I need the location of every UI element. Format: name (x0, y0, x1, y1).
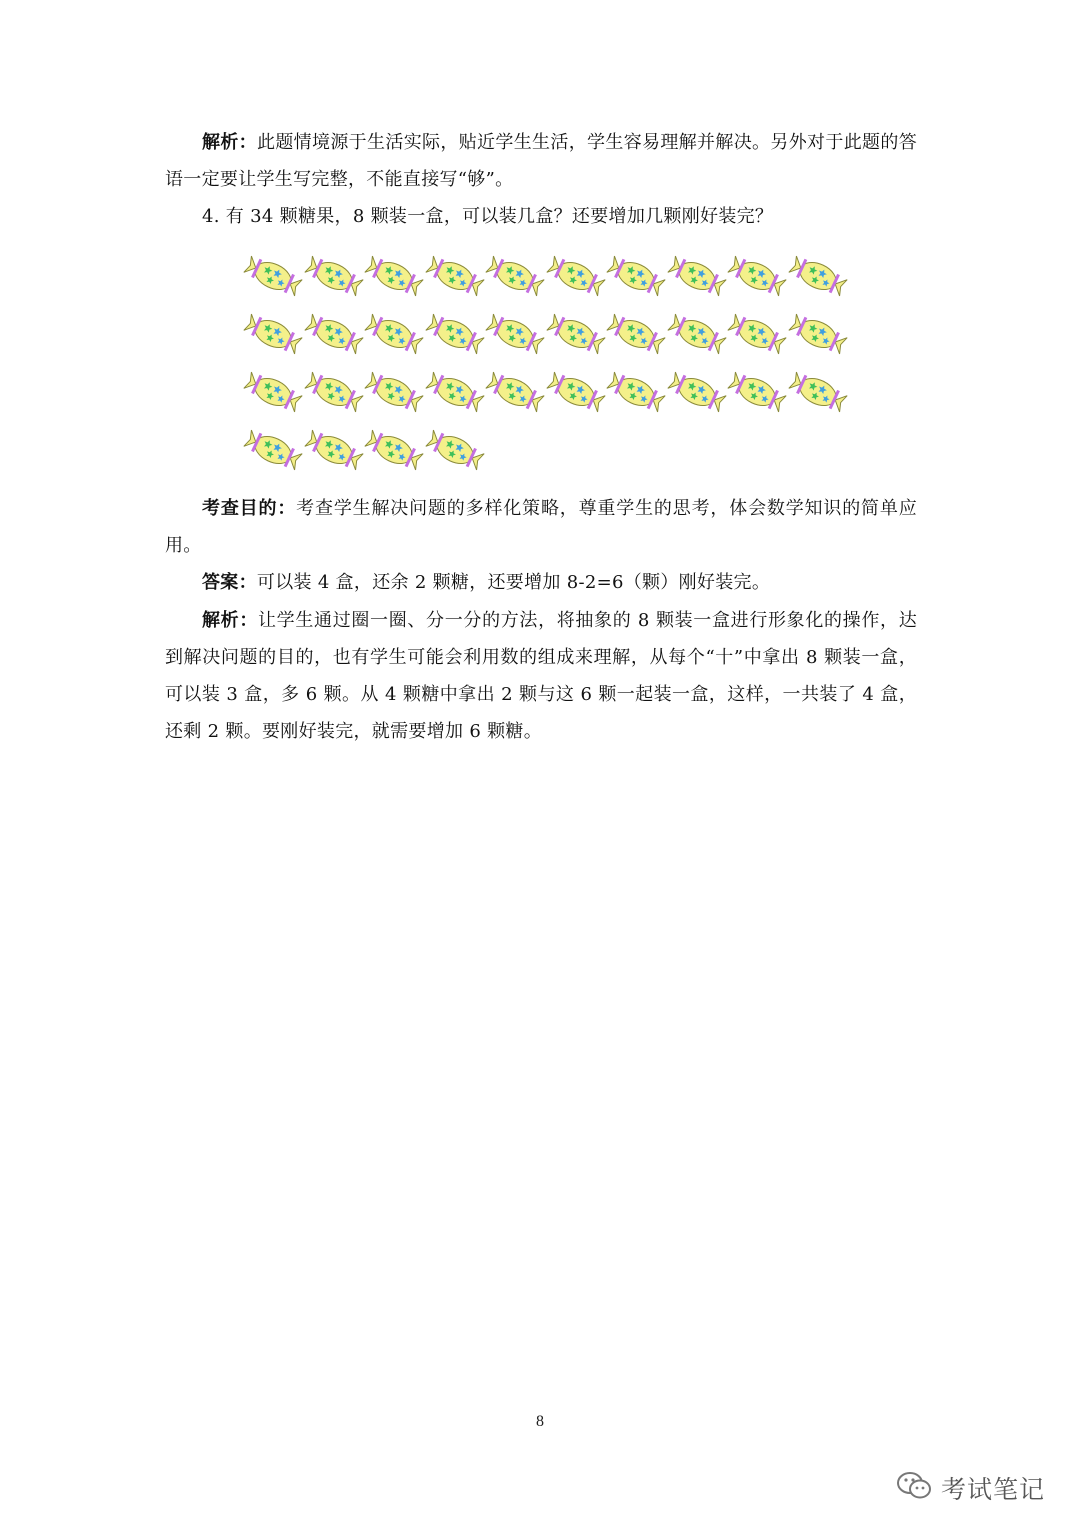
candy-icon (425, 310, 485, 358)
candy-icon (546, 310, 606, 358)
answer-paragraph (165, 564, 917, 601)
candy-icon (425, 368, 485, 416)
candy-icon (606, 310, 666, 358)
watermark-text: 考试笔记 (941, 1475, 1046, 1504)
candy-icon (243, 368, 303, 416)
candy-icon (425, 252, 485, 300)
candy-icon (727, 368, 787, 416)
candy-icon (304, 426, 364, 474)
analysis-paragraph-2 (165, 602, 917, 750)
candy-icon (425, 426, 485, 474)
answer-label: 答案： (202, 572, 257, 593)
answer-text: 可以装 4 盒，还余 2 颗糖，还要增加 8-2=6（颗）刚好装完。 (256, 572, 771, 593)
page-number: 8 (536, 1413, 544, 1430)
analysis-label-2: 解析： (202, 610, 259, 631)
candy-icon (364, 368, 424, 416)
candy-icon (667, 310, 727, 358)
candy-icon (667, 368, 727, 416)
candy-icon (788, 368, 848, 416)
candy-icon (304, 368, 364, 416)
purpose-paragraph (165, 490, 917, 564)
candy-icon (606, 368, 666, 416)
analysis-text-2: 让学生通过圈一圈、分一分的方法，将抽象的 8 颗装一盒进行形象化的操作，达到解决问题的目的，也有学生可能会利用数的组成来理解，从每个“十”中拿出 8 颗装一盒，可以装 3 盒，多 6 颗。从 4 颗糖中拿出 2 颗与这 6 颗一起装一盒，这样，一共装了 4 盒，还剩 2 颗。要刚好装完，就需要增加 6 颗糖。 (165, 610, 917, 742)
candy-illustration (243, 252, 863, 482)
question-4: 4. 有 34 颗糖果，8 颗装一盒，可以装几盒？还要增加几颗刚好装完？ (202, 206, 774, 227)
candy-icon (788, 310, 848, 358)
candy-icon (727, 310, 787, 358)
candy-icon (727, 252, 787, 300)
candy-icon (364, 426, 424, 474)
candy-icon (606, 252, 666, 300)
candy-icon (667, 252, 727, 300)
candy-icon (243, 426, 303, 474)
candy-icon (485, 310, 545, 358)
analysis-label: 解析： (202, 132, 258, 153)
analysis-paragraph-1 (165, 124, 917, 198)
candy-icon (304, 252, 364, 300)
candy-icon (546, 252, 606, 300)
analysis-text: 此题情境源于生活实际，贴近学生生活，学生容易理解并解决。另外对于此题的答语一定要让学生写完整，不能直接写“够”。 (165, 132, 918, 190)
wechat-icon (895, 1470, 933, 1506)
purpose-text: 考查学生解决问题的多样化策略，尊重学生的思考，体会数学知识的简单应用。 (165, 498, 917, 556)
watermark (895, 1467, 1045, 1509)
candy-icon (485, 252, 545, 300)
candy-icon (243, 252, 303, 300)
candy-icon (546, 368, 606, 416)
purpose-label: 考查目的： (202, 498, 297, 519)
candy-icon (364, 252, 424, 300)
candy-icon (485, 368, 545, 416)
candy-icon (788, 252, 848, 300)
candy-icon (243, 310, 303, 358)
candy-icon (304, 310, 364, 358)
candy-icon (364, 310, 424, 358)
